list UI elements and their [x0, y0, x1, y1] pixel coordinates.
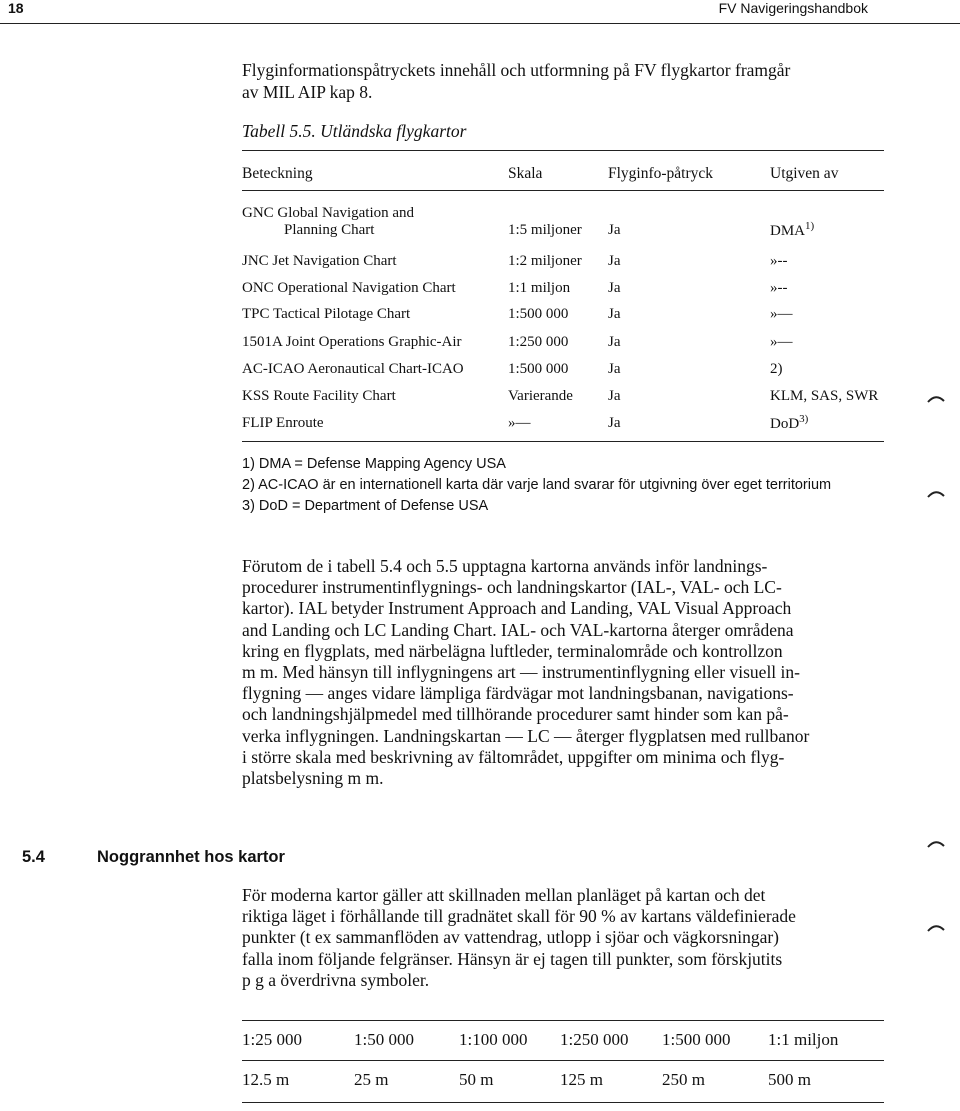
body-paragraph [242, 885, 882, 991]
chart-name: GNC Global Navigation and [242, 205, 415, 221]
header-publisher: Utgiven av [770, 165, 839, 182]
body-paragraph [242, 556, 882, 789]
margin-mark-icon [927, 393, 945, 403]
margin-mark-icon [927, 838, 945, 848]
paragraph-line: och landningshjälpmedel med tillhörande procedurer samt hinder som kan på- [242, 704, 789, 725]
paragraph-line: kring en flygplats, med närbelägna luftleder, terminalområde och kontrollzon [242, 640, 783, 661]
chart-name: ONC Operational Navigation Chart [242, 280, 456, 296]
error-value: 50 m [459, 1070, 494, 1089]
chart-flight-info: Ja [608, 388, 621, 404]
chart-flight-info: Ja [608, 415, 621, 431]
chart-scale: 1:2 miljoner [508, 253, 582, 269]
chart-scale: 1:1 miljon [508, 280, 571, 296]
scale-value: 1:50 000 [354, 1030, 414, 1049]
scale-value: 1:1 miljon [768, 1030, 839, 1049]
chart-name: KSS Route Facility Chart [242, 388, 396, 404]
section-title: Noggrannhet hos kartor [97, 848, 285, 866]
chart-publisher [770, 220, 814, 240]
chart-name: 1501A Joint Operations Graphic-Air [242, 334, 462, 350]
chart-flight-info: Ja [608, 253, 621, 269]
scale-value: 1:250 000 [560, 1030, 629, 1049]
chart-publisher: 2) [770, 361, 783, 377]
chart-publisher: »— [770, 334, 793, 350]
chart-scale: »— [508, 415, 531, 431]
error-value: 250 m [662, 1070, 705, 1089]
chart-publisher: »-- [770, 253, 788, 269]
error-value: 12.5 m [242, 1070, 290, 1089]
footnote: 1) DMA = Defense Mapping Agency USA [242, 456, 506, 472]
scale-table-bottom-rule [242, 1102, 884, 1103]
chart-name: TPC Tactical Pilotage Chart [242, 306, 411, 322]
paragraph-line: kartor). IAL betyder Instrument Approach and Landing, VAL Visual Approach [242, 598, 792, 619]
paragraph-line: and Landing och LC Landing Chart. IAL- och VAL-kartorna återger områdena [242, 619, 794, 640]
footnote: 2) AC-ICAO är en internationell karta där varje land svarar för utgivning över eget territorium [242, 477, 832, 493]
paragraph-line: riktiga läget i förhållande till gradnätet skall för 90 % av kartans väldefinierade [242, 906, 796, 927]
scale-value: 1:100 000 [459, 1030, 528, 1049]
publisher-text: DMA [770, 223, 806, 239]
chart-scale: Varierande [508, 388, 573, 404]
error-value: 25 m [354, 1070, 389, 1089]
chart-publisher: KLM, SAS, SWR [770, 388, 879, 404]
header-scale: Skala [508, 165, 543, 182]
chart-publisher: »— [770, 306, 793, 322]
book-title: FV Navigeringshandbok [718, 0, 868, 16]
paragraph-line: m m. Med hänsyn till inflygningens art — instrumentinflygning eller visuell in- [242, 662, 800, 683]
intro-line: Flyginformationspåtryckets innehåll och utformning på FV flygkartor framgår [242, 60, 791, 80]
chart-flight-info: Ja [608, 334, 621, 350]
chart-scale: 1:5 miljoner [508, 222, 582, 238]
page-number: 18 [8, 0, 24, 16]
scale-table-top-rule [242, 1020, 884, 1021]
table-caption: Tabell 5.5. Utländska flygkartor [242, 121, 467, 141]
chart-scale: 1:250 000 [508, 334, 569, 350]
table-header-rule [242, 190, 884, 191]
chart-name: JNC Jet Navigation Chart [242, 253, 397, 269]
error-value: 500 m [768, 1070, 811, 1089]
publisher-text: DoD [770, 416, 800, 432]
error-value: 125 m [560, 1070, 603, 1089]
scale-table-mid-rule [242, 1060, 884, 1061]
chart-flight-info: Ja [608, 222, 621, 238]
chart-flight-info: Ja [608, 306, 621, 322]
chart-scale: 1:500 000 [508, 361, 569, 377]
chart-publisher [770, 413, 808, 433]
margin-mark-icon [927, 488, 945, 498]
intro-text [242, 59, 882, 103]
footnote: 3) DoD = Department of Defense USA [242, 498, 489, 514]
paragraph-line: punkter (t ex sammanflöden av vattendrag, utlopp i sjöar och vägkorsningar) [242, 927, 779, 948]
chart-name: FLIP Enroute [242, 415, 324, 431]
scale-value: 1:500 000 [662, 1030, 731, 1049]
paragraph-line: För moderna kartor gäller att skillnaden mellan planläget på kartan och det [242, 885, 766, 905]
chart-name-cont: Planning Chart [284, 222, 375, 238]
chart-name: AC-ICAO Aeronautical Chart-ICAO [242, 361, 464, 377]
table-bottom-rule [242, 441, 884, 442]
intro-line: av MIL AIP kap 8. [242, 82, 373, 102]
scale-value: 1:25 000 [242, 1030, 302, 1049]
margin-mark-icon [927, 922, 945, 932]
paragraph-line: platsbelysning m m. [242, 768, 384, 789]
paragraph-line: verka inflygningen. Landningskartan — LC — återger flygplatsen med rullbanor [242, 725, 810, 746]
paragraph-line: procedurer instrumentinflygnings- och landningskartor (IAL-, VAL- och LC- [242, 577, 782, 598]
chart-publisher: »-- [770, 280, 788, 296]
section-number: 5.4 [22, 848, 45, 866]
paragraph-line: i större skala med beskrivning av fältområdet, uppgifter om minima och flyg- [242, 746, 785, 767]
header-designation: Beteckning [242, 165, 313, 182]
chart-flight-info: Ja [608, 280, 621, 296]
table-top-rule [242, 150, 884, 151]
header-flight-info: Flyginfo-påtryck [608, 165, 714, 182]
chart-scale: 1:500 000 [508, 306, 569, 322]
footnote-ref: 1) [805, 220, 815, 232]
header-rule [0, 23, 960, 24]
paragraph-line: flygning — anges vidare lämpliga färdvägar mot landningsbanan, navigations- [242, 683, 794, 704]
footnote-ref: 3) [799, 413, 809, 425]
paragraph-line: p g a överdrivna symboler. [242, 969, 430, 990]
chart-flight-info: Ja [608, 361, 621, 377]
paragraph-line: falla inom följande felgränser. Hänsyn är ej tagen till punkter, som förskjutits [242, 948, 783, 969]
paragraph-line: Förutom de i tabell 5.4 och 5.5 upptagna kartorna används inför landnings- [242, 556, 768, 576]
